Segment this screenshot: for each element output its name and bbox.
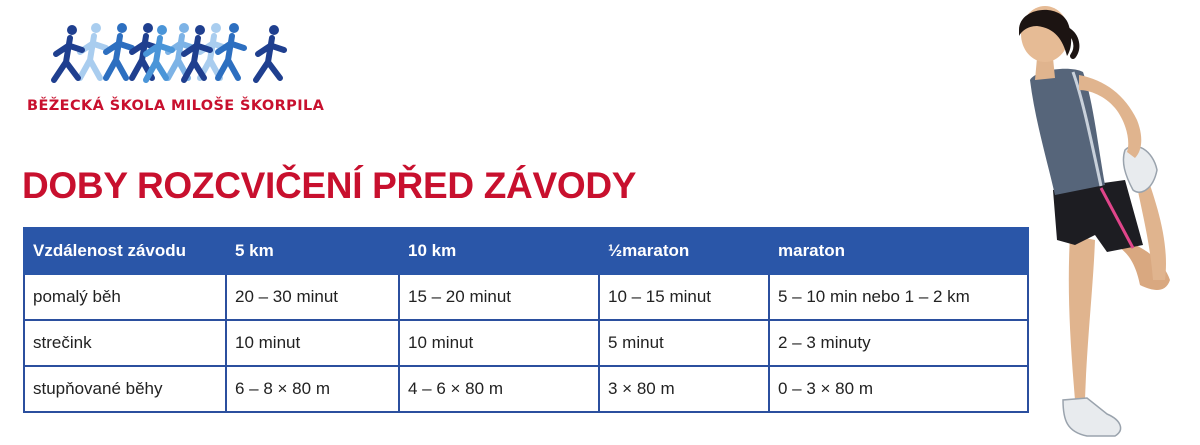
- header-10km: 10 km: [399, 228, 599, 274]
- table-cell: 10 minut: [226, 320, 399, 366]
- table-row: [24, 274, 1028, 320]
- athlete-stretching-image: [975, 0, 1200, 445]
- header-distance: Vzdálenost závodu: [24, 228, 226, 274]
- table-cell: 5 minut: [599, 320, 769, 366]
- table-cell: 3 × 80 m: [599, 366, 769, 412]
- table-cell: 15 – 20 minut: [399, 274, 599, 320]
- table-header-row: [24, 228, 1028, 274]
- header-5km: 5 km: [226, 228, 399, 274]
- page-title: DOBY ROZCVIČENÍ PŘED ZÁVODY: [22, 165, 637, 206]
- header-half-marathon: ½maraton: [599, 228, 769, 274]
- table-cell: stupňované běhy: [24, 366, 226, 412]
- table-cell: 20 – 30 minut: [226, 274, 399, 320]
- table-row: [24, 320, 1028, 366]
- table-cell: 10 – 15 minut: [599, 274, 769, 320]
- runners-logo-icon: [34, 18, 304, 98]
- table-cell: 4 – 6 × 80 m: [399, 366, 599, 412]
- logo: [22, 12, 325, 122]
- table-cell: strečink: [24, 320, 226, 366]
- table-row: [24, 366, 1028, 412]
- table-cell: 10 minut: [399, 320, 599, 366]
- table-cell: 2 – 3 minuty: [769, 320, 1028, 366]
- logo-text: BĚŽECKÁ ŠKOLA MILOŠE ŠKORPILA: [27, 98, 325, 114]
- header-marathon: maraton: [769, 228, 1028, 274]
- table-cell: 0 – 3 × 80 m: [769, 366, 1028, 412]
- table-cell: 6 – 8 × 80 m: [226, 366, 399, 412]
- warmup-table: [23, 227, 1029, 413]
- table-cell: pomalý běh: [24, 274, 226, 320]
- table-cell: 5 – 10 min nebo 1 – 2 km: [769, 274, 1028, 320]
